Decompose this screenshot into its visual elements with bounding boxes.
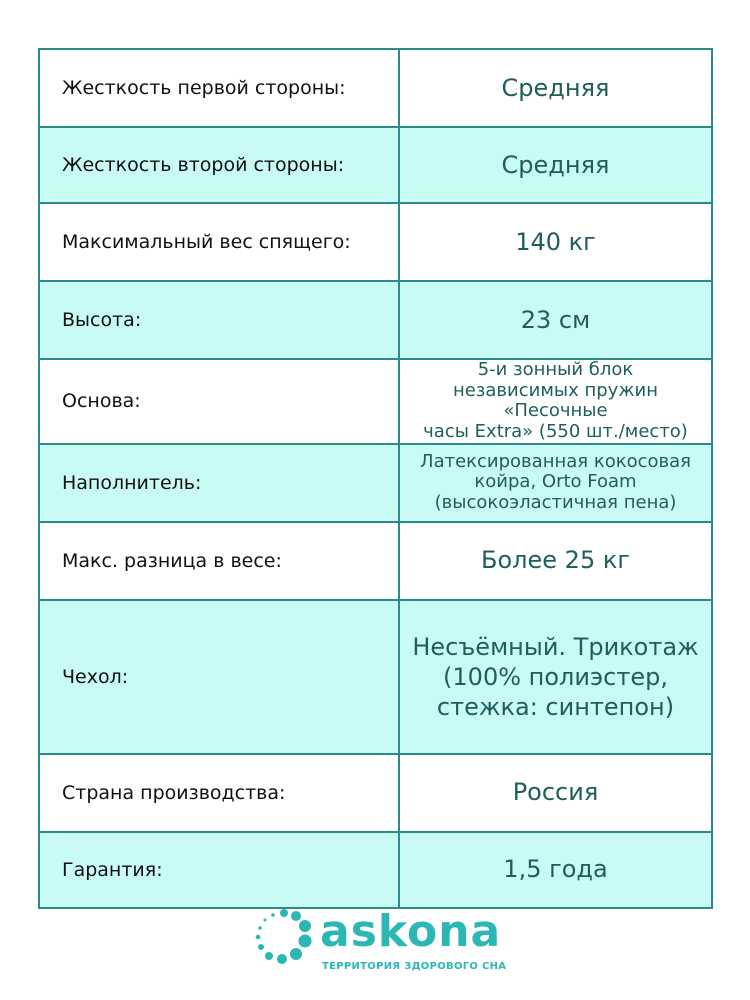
spec-label: Жесткость второй стороны:: [39, 127, 399, 203]
spec-table: [38, 48, 713, 909]
spec-value: [399, 522, 712, 600]
spec-row-weight-difference: [39, 522, 712, 600]
spec-value-line: (высокоэластичная пена): [434, 492, 677, 514]
spec-value-line: (100% полиэстер,: [443, 662, 668, 691]
logo-wordmark: askona: [320, 906, 502, 957]
spec-row-firmness-first: [39, 49, 712, 127]
spec-row-warranty: [39, 832, 712, 908]
spec-value: [399, 49, 712, 127]
spec-value: [399, 754, 712, 832]
spec-value: [399, 127, 712, 203]
spec-value: [399, 444, 712, 522]
spec-row-max-weight: [39, 203, 712, 281]
spec-label: Основа:: [39, 359, 399, 444]
spec-value-line: 1,5 года: [503, 855, 608, 884]
spec-value-line: 23 см: [520, 305, 591, 334]
spec-row-cover: [39, 600, 712, 754]
spec-value-line: Латексированная кокосовая: [420, 450, 691, 472]
spec-value: [399, 600, 712, 754]
spec-label: Наполнитель:: [39, 444, 399, 522]
spec-value-line: койра, Orto Foam: [474, 471, 637, 493]
spec-value-line: 140 кг: [515, 227, 596, 256]
spec-value-line: часы Extra» (550 шт./место): [423, 421, 688, 443]
spec-label: Страна производства:: [39, 754, 399, 832]
spec-value: [399, 359, 712, 444]
spec-value: [399, 203, 712, 281]
spec-value-line: 5-и зонный блок: [477, 359, 634, 380]
spec-value-line: Средняя: [501, 150, 610, 179]
spec-row-height: [39, 281, 712, 359]
spec-label: Высота:: [39, 281, 399, 359]
logo-tagline: ТЕРРИТОРИЯ ЗДОРОВОГО СНА: [322, 961, 507, 972]
spec-row-firmness-second: [39, 127, 712, 203]
dots-circle-icon: [250, 905, 312, 967]
askona-logo: [250, 905, 510, 980]
spec-label: Макс. разница в весе:: [39, 522, 399, 600]
spec-row-filler: [39, 444, 712, 522]
spec-label: Чехол:: [39, 600, 399, 754]
spec-value-line: Россия: [512, 778, 599, 807]
spec-value-line: Более 25 кг: [481, 546, 630, 575]
spec-value-line: стежка: синтепон): [436, 692, 675, 721]
spec-value: [399, 832, 712, 908]
spec-value-line: независимых пружин «Песочные: [452, 379, 659, 422]
spec-label: Максимальный вес спящего:: [39, 203, 399, 281]
spec-value-line: Несъёмный. Трикотаж: [412, 632, 699, 661]
spec-label: Жесткость первой стороны:: [39, 49, 399, 127]
spec-value: [399, 281, 712, 359]
spec-row-base: [39, 359, 712, 444]
spec-value-line: Средняя: [501, 73, 610, 102]
spec-label: Гарантия:: [39, 832, 399, 908]
spec-row-country: [39, 754, 712, 832]
